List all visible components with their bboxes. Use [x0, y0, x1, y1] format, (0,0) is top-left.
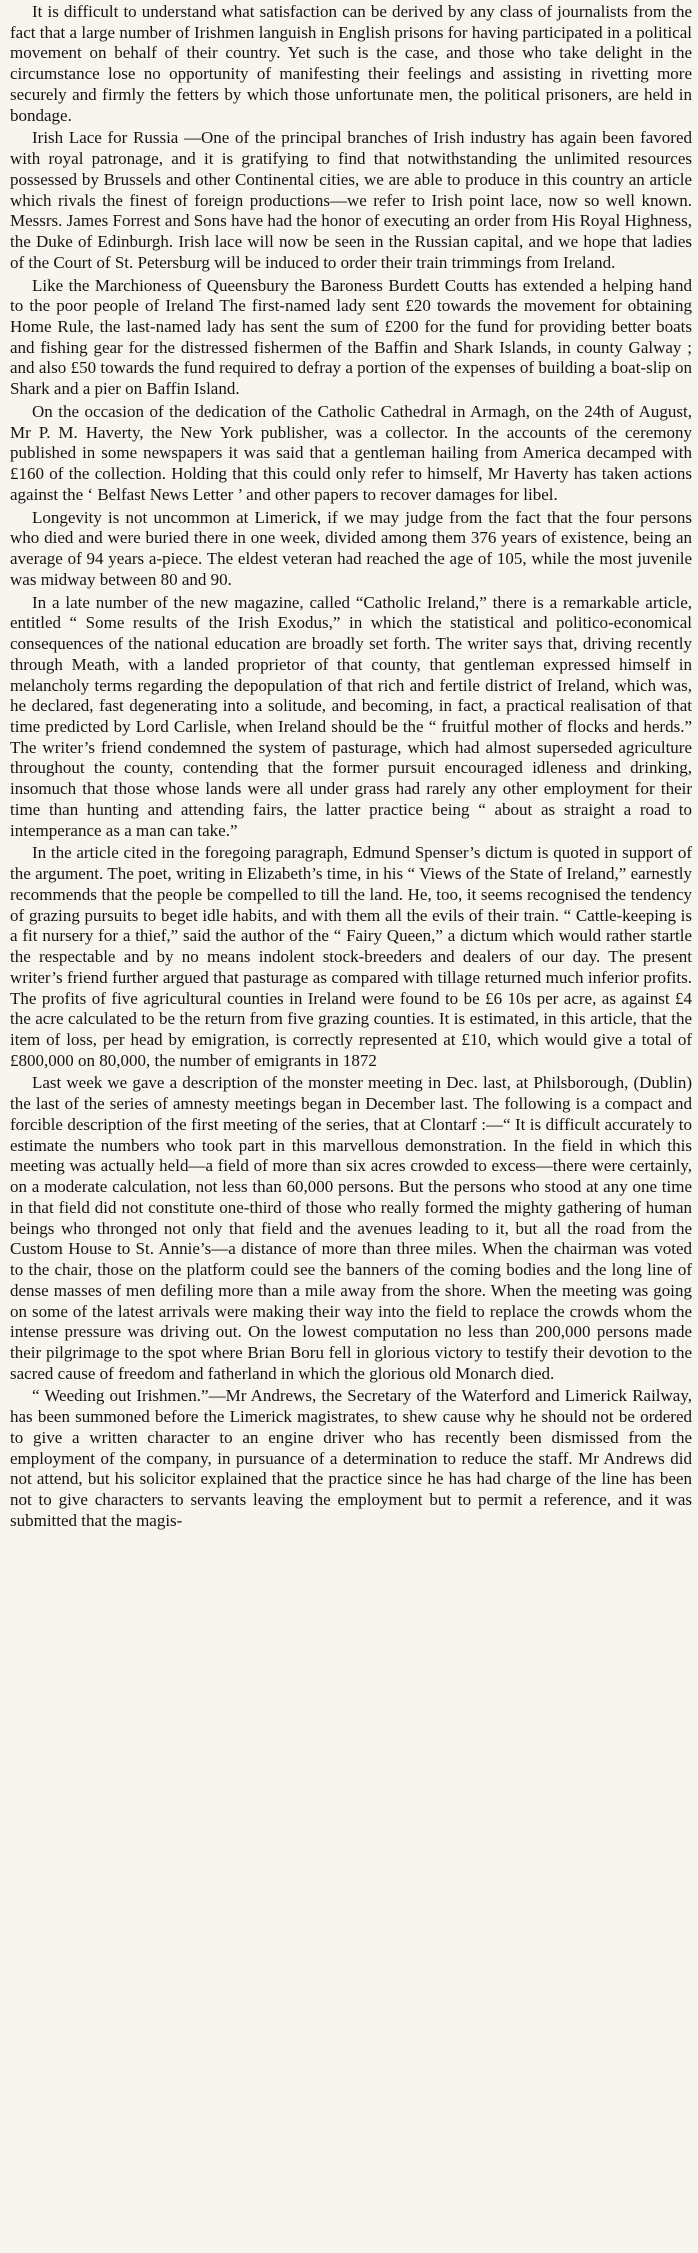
paragraph-burdett-coutts: Like the Marchioness of Queensbury the Baroness Burdett Coutts has extended a helping hand to the poor people of Ireland The first-named lady sent £20 towards the movement for obtaining Home Rule, the last-named lady has sent the sum of £200 for the fund for providing better boats and fishing gear for the distressed fishermen of the Baffin and Shark Islands, in county Galway ; and also £50 towards the fund required to defray a portion of the expenses of building a boat-slip on Shark and a pier on Baffin Island. [10, 275, 692, 399]
paragraph-spenser-dictum: In the article cited in the foregoing paragraph, Edmund Spenser’s dictum is quoted in support of the argument. The poet, writing in Elizabeth’s time, in his “ Views of the State of Ireland,” earnestly recommends that the people be compelled to till the land. He, too, it seems recognised the tendency of grazing pursuits to beget idle habits, and with them all the evils of their train. “ Cattle-keeping is a fit nursery for a thief,” said the author of the “ Fairy Queen,” a dictum which would rather startle the respectable and by no means indolent stock-breeders and dealers of our day. The present writer’s friend further argued that pasturage as compared with tillage returned much inferior profits. The profits of five agricultural counties in Ireland were found to be £6 10s per acre, as against £4 the acre calculated to be the return from five grazing counties. It is estimated, in this article, that the item of loss, per head by emigration, is correctly represented at £10, which would give a total of £800,000 on 80,000, the number of emigrants in 1872 [10, 843, 692, 1070]
paragraph-irish-lace-for-russia: Irish Lace for Russia —One of the principal branches of Irish industry has again been favored with royal patronage, and it is gratifying to find that notwithstanding the unlimited resources possessed by Brussels and other Continental cities, we are able to produce in this country an article which rivals the finest of foreign productions—we refer to Irish point lace, now so well known. Messrs. James Forrest and Sons have had the honor of executing an order from His Royal Highness, the Duke of Edinburgh. Irish lace will now be seen in the Russian capital, and we hope that ladies of the Court of St. Petersburg will be induced to order their train trimmings from Ireland. [10, 128, 692, 272]
paragraph-weeding-out-irishmen: “ Weeding out Irishmen.”—Mr Andrews, the Secretary of the Waterford and Limerick Railway, has been summoned before the Limerick magistrates, to shew cause why he should not be ordered to give a written character to an engine driver who has recently been dismissed from the employment of the company, in pursuance of a determination to reduce the staff. Mr Andrews did not attend, but his solicitor explained that the practice since he has had charge of the line has been not to give characters to servants leaving the employment but to permit a reference, and it was submitted that the magis- [10, 1386, 692, 1530]
paragraph-armagh-cathedral: On the occasion of the dedication of the Catholic Cathedral in Armagh, on the 24th of August, Mr P. M. Haverty, the New York publisher, was a collector. In the accounts of the ceremony published in some newspapers it was said that a gentleman hailing from America decamped with £160 of the collection. Holding that this could only refer to himself, Mr Haverty has taken actions against the ‘ Belfast News Letter ’ and other papers to recover damages for libel. [10, 401, 692, 504]
paragraph-political-prisoners: It is difficult to understand what satisfaction can be derived by any class of journalists from the fact that a large number of Irishmen languish in English prisons for having participated in a political movement on behalf of their country. Yet such is the case, and those who take delight in the circumstance lose no opportunity of manifesting their feelings and assisting in rivetting more securely and firmly the fetters by which those unfortunate men, the political prisoners, are held in bondage. [10, 2, 692, 125]
paragraph-catholic-ireland: In a late number of the new magazine, called “Catholic Ireland,” there is a remarkable article, entitled “ Some results of the Irish Exodus,” in which the statistical and politico-economical consequences of the national education are broadly set forth. The writer says that, driving recently through Meath, with a landed proprietor of that county, that gentleman expressed himself in melancholy terms regarding the depopulation of that rich and fertile district of Ireland, which was, he declared, fast degenerating into a solitude, and becoming, in fact, a practical realisation of that time predicted by Lord Carlisle, when Ireland should be the “ fruitful mother of flocks and herds.” The writer’s friend condemned the system of pasturage, which had almost superseded agriculture throughout the county, contending that the former pursuit encouraged idleness and drinking, insomuch that those whose lands were all under grass had rarely any other employment for their time than hunting and attending fairs, the latter practice being “ about as straight a road to intemperance as a man can take.” [10, 592, 692, 840]
paragraph-amnesty-meetings: Last week we gave a description of the monster meeting in Dec. last, at Philsborough, (Dublin) the last of the series of amnesty meetings began in December last. The following is a compact and forcible description of the first meeting of the series, that at Clontarf :—“ It is difficult accurately to estimate the numbers who took part in this marvellous demonstration. In the field in which this meeting was actually held—a field of more than six acres crowded to excess—there were certainly, on a moderate calculation, not less than 60,000 persons. But the persons who stood at any one time in that field did not constitute one-third of those who really formed the mighty gathering of human beings who thronged not only that field and the avenues leading to it, but all the road from the Custom House to St. Annie’s—a distance of more than three miles. When the chairman was voted to the chair, those on the platform could see the banners of the coming bodies and the long line of dense masses of men defiling more than a mile away from the shore. When the meeting was going on some of the latest arrivals were making their way into the field to replace the crowds whom the intense pressure was driving out. On the lowest computation no less than 200,000 persons made their pilgrimage to the spot where Brian Boru fell in glorious victory to testify their devotion to the sacred cause of freedom and fatherland in which the glorious old Monarch died. [10, 1073, 692, 1383]
paragraph-longevity-limerick: Longevity is not uncommon at Limerick, if we may judge from the fact that the four persons who died and were buried there in one week, divided among them 376 years of existence, being an average of 94 years a-piece. The eldest veteran had reached the age of 105, while the most juvenile was midway between 80 and 90. [10, 507, 692, 589]
